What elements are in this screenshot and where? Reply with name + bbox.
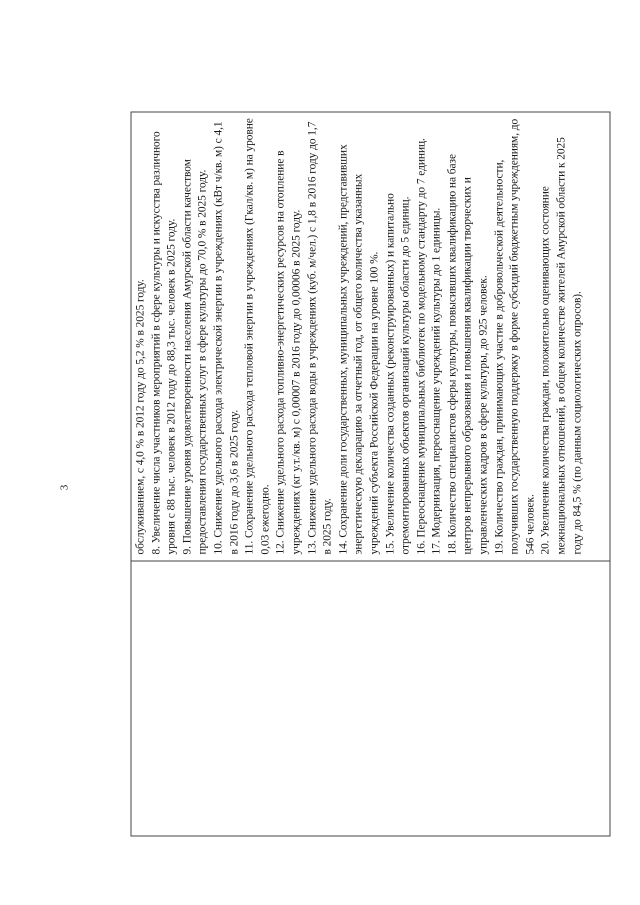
content-line: центров непрерывного образования и повышения квалификации творческих и [461,177,474,555]
content-line: 8. Увеличение числа участников мероприятий в сфере культуры и искусства различного [149,131,162,555]
page-number: 3 [58,484,71,491]
content-line: отремонтированных объектов организаций культуры области до 5 единиц. [399,196,412,555]
content-line: энергетическую декларацию за отчетный год, от общего количества указанных [352,173,365,555]
content-line: 9. Повышение уровня удовлетворенности населения Амурской области качеством [180,159,193,555]
content-line: учреждениях (кг у.т./кв. м) с 0,00007 в 2016 году до 0,00006 в 2025 году. [289,209,302,555]
content-line: 14. Сохранение доли государственных, муниципальных учреждений, представивших [336,144,349,555]
content-line: 19. Количество граждан, принимающих участие в добровольческой деятельности, [492,159,505,555]
table-row [131,112,610,836]
content-line: межнациональных отношений, в общем количестве жителей Амурской области к 2025 [555,137,568,555]
content-line: управленческих кадров в сфере культуры, до 925 человек. [477,275,490,555]
content-line: 20. Увеличение количества граждан, положительно оценивающих состояние [539,186,552,555]
content-line: в 2025 году. [321,498,334,555]
content-line: 10. Снижение удельного расхода электрической энергии в учреждениях (кВт ч/кв. м) с 4,1 [211,121,224,555]
content-line: году до 84,5 % (по данным социологических опросов). [570,291,583,555]
content-line: 18. Количество специалистов сферы культуры, повысивших квалификацию на базе [445,154,458,555]
content-line: уровня с 88 тыс. человек в 2012 году до 88,3 тыс. человек в 2025 году. [165,218,178,555]
content-line: получивших государственную поддержку в форме субсидий бюджетным учреждениям, до [508,118,521,555]
content-line: 546 человек. [523,494,536,555]
content-lines [131,113,585,561]
content-line: предоставления государственных услуг в сфере культуры до 70,0 % в 2025 году. [196,169,209,555]
content-line: 17. Модернизация, переоснащение учреждений культуры до 1 единицы. [430,207,443,555]
content-line: 16. Переоснащение муниципальных библиотек по модельному стандарту до 7 единиц. [414,138,427,555]
table-grid [130,112,610,837]
content-line: 0,03 ежегодно. [258,484,271,555]
content-cell [131,112,610,561]
indicators-table [130,112,610,837]
content-line: 11. Сохранение удельного расхода тепловой энергии в учреждениях (Гкал/кв. м) на уровне [243,118,256,555]
content-line: 15. Увеличение количества созданных (реконструированных) и капитально [383,193,396,555]
content-line: обслуживанием, с 4,0 % в 2012 году до 5,2 % в 2025 году. [134,279,146,555]
content-line: в 2016 году до 3,6 в 2025 году. [227,409,240,555]
content-line: 12. Снижение удельного расхода топливно-энергетических ресурсов на отопление в [274,150,287,555]
content-line: учреждений субъекта Российской Федерации на уровне 100 %. [367,251,380,555]
empty-label-cell [131,561,610,836]
content-line: 13. Снижение удельного расхода воды в учреждениях (куб. м/чел.) с 1,8 в 2016 году до 1,7 [305,121,318,555]
